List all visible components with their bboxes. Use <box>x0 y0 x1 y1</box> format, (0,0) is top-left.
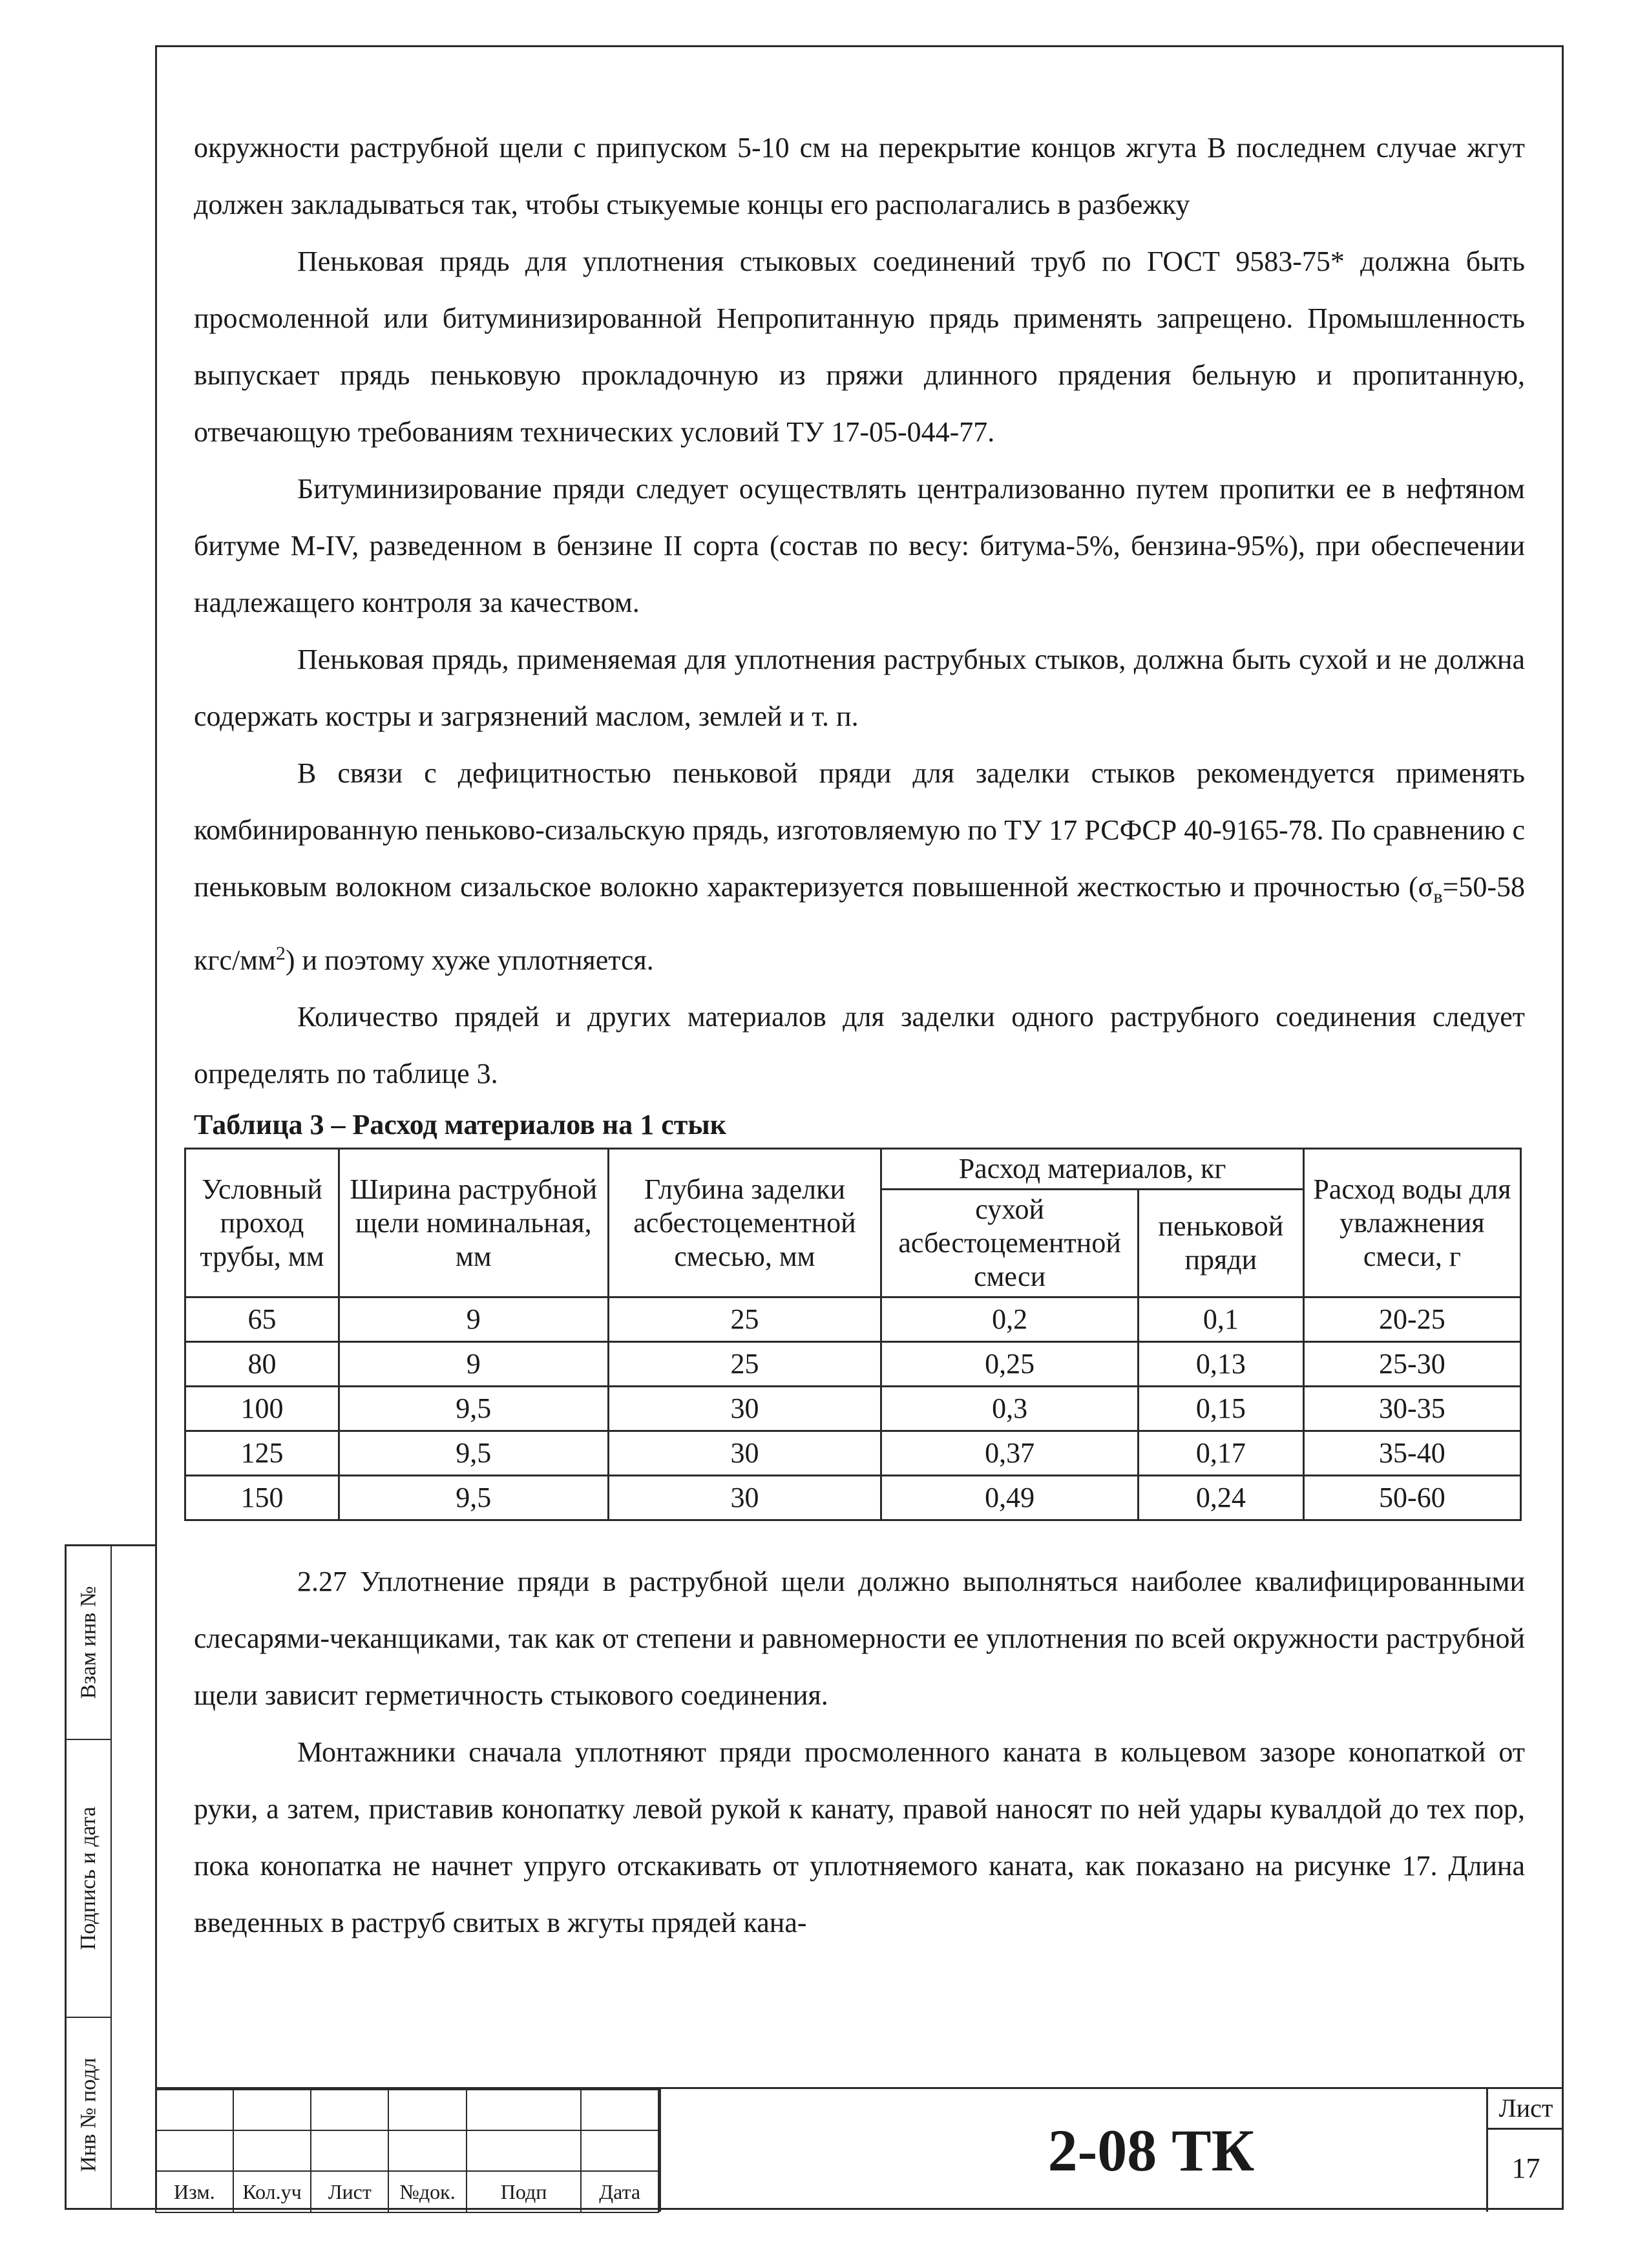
table-row <box>185 1342 1521 1387</box>
col-header-depth: Глубина заделки асбестоцементной смесью, мм <box>608 1149 881 1297</box>
materials-table <box>184 1148 1522 1521</box>
label-ndok: №док. <box>388 2171 467 2212</box>
table-cell: 25 <box>608 1297 881 1342</box>
table-cell: 0,25 <box>881 1342 1139 1387</box>
document-code: 2-08 ТК <box>659 2089 1641 2212</box>
table-cell: 0,17 <box>1138 1431 1303 1476</box>
text-run: ) и поэтому хуже уплотняется. <box>285 944 654 976</box>
paragraph <box>194 745 1525 989</box>
side-label-inv: Инв № подл <box>76 2057 101 2172</box>
table-row <box>185 1297 1521 1342</box>
label-kol: Кол.уч <box>233 2171 311 2212</box>
table-cell: 65 <box>185 1297 339 1342</box>
col-header-diameter: Условный проход трубы, мм <box>185 1149 339 1297</box>
paragraph: Пеньковая прядь, применяемая для уплотнения раструбных стыков, должна быть сухой и не должна содержать костры и загрязнений маслом, землей и т. п. <box>194 644 1525 732</box>
table-cell: 9,5 <box>339 1387 608 1431</box>
sheet-number: 17 <box>1511 2152 1540 2184</box>
title-block <box>155 2087 1564 2210</box>
col-header-hemp: пеньковой пряди <box>1138 1190 1303 1297</box>
table-cell: 0,37 <box>881 1431 1139 1476</box>
table-cell: 100 <box>185 1387 339 1431</box>
table-cell: 30 <box>608 1387 881 1431</box>
col-header-consumption: Расход материалов, кг <box>881 1149 1303 1190</box>
table-cell: 9 <box>339 1297 608 1342</box>
label-data: Дата <box>581 2171 658 2212</box>
table-cell: 0,49 <box>881 1476 1139 1520</box>
label-izm: Изм. <box>156 2171 233 2212</box>
sheet-label: Лист <box>1488 2089 1564 2130</box>
side-stamp-divider <box>110 1546 112 2208</box>
table-cell: 30 <box>608 1431 881 1476</box>
table-cell: 25 <box>608 1342 881 1387</box>
col-header-dry-mix: сухой асбестоцементной смеси <box>881 1190 1139 1297</box>
table-cell: 20-25 <box>1303 1297 1520 1342</box>
text-run: В связи с дефицитностью пеньковой пряди для заделки стыков рекомендуется применять комбинированную пеньково-сизальскую прядь, изготовляемую по ТУ 17 РСФСР 40-9165-78. По сравнению с пеньковым волокном сизальское волокно характеризуется повышенной жесткостью и прочностью (σ <box>194 757 1525 903</box>
col-header-gap-width: Ширина раструбной щели номинальная, мм <box>339 1149 608 1297</box>
table-cell: 25-30 <box>1303 1342 1520 1387</box>
revision-grid <box>155 2089 659 2213</box>
col-header-water: Расход воды для увлажнения смеси, г <box>1303 1149 1520 1297</box>
side-stamp <box>65 1544 155 2210</box>
document-body <box>194 120 1525 1951</box>
table-cell: 35-40 <box>1303 1431 1520 1476</box>
table-cell: 0,1 <box>1138 1297 1303 1342</box>
label-podp: Подп <box>467 2171 581 2212</box>
paragraph: Битуминизирование пряди следует осуществлять централизованно путем пропитки ее в нефтяном битуме М-IV, разведенном в бензине II сорта (состав по весу: битума-5%, бензина-95%), при обеспечении надлежащего контроля за качеством. <box>194 473 1525 618</box>
table-cell: 0,2 <box>881 1297 1139 1342</box>
paragraph: окружности раструбной щели с припуском 5-10 см на перекрытие концов жгута В последнем случае жгут должен закладываться так, чтобы стыкуемые концы его располагались в разбежку <box>194 132 1525 220</box>
subscript: в <box>1433 885 1443 907</box>
table-row <box>185 1476 1521 1520</box>
paragraph: 2.27 Уплотнение пряди в раструбной щели должно выполняться наиболее квалифицированными слесарями-чеканщиками, так как от степени и равномерности ее уплотнения по всей окружности раструбной щели зависит герметичность стыкового соединения. <box>194 1566 1525 1712</box>
text-run: =50-58 кгс/мм <box>194 871 1525 976</box>
table-cell: 80 <box>185 1342 339 1387</box>
side-cell-podpis <box>67 1740 110 2018</box>
table-cell: 0,3 <box>881 1387 1139 1431</box>
label-list: Лист <box>311 2171 388 2212</box>
table-cell: 150 <box>185 1476 339 1520</box>
table-cell: 50-60 <box>1303 1476 1520 1520</box>
table-cell: 0,13 <box>1138 1342 1303 1387</box>
table-cell: 30-35 <box>1303 1387 1520 1431</box>
side-label-podpis: Подпись и дата <box>76 1807 100 1950</box>
table-cell: 9 <box>339 1342 608 1387</box>
table-caption: Таблица 3 – Расход материалов на 1 стык <box>194 1109 727 1141</box>
table-cell: 125 <box>185 1431 339 1476</box>
paragraph: Количество прядей и других материалов для заделки одного раструбного соединения следует определять по таблице 3. <box>194 1001 1525 1090</box>
table-cell: 9,5 <box>339 1431 608 1476</box>
sheet-box <box>1486 2089 1564 2212</box>
side-cell-vzam <box>67 1546 110 1740</box>
table-cell: 0,15 <box>1138 1387 1303 1431</box>
side-label-vzam: Взам инв № <box>76 1586 101 1699</box>
paragraph: Монтажники сначала уплотняют пряди просмоленного каната в кольцевом зазоре конопаткой от руки, а затем, приставив конопатку левой рукой к канату, правой наносят по ней удары кувалдой до тех пор, пока конопатка не начнет упруго отскакивать от уплотняемого каната, как показано на рисунке 17. Длина введенных в раструб свитых в жгуты прядей кана- <box>194 1736 1525 1939</box>
table-cell: 9,5 <box>339 1476 608 1520</box>
table-row <box>185 1387 1521 1431</box>
paragraph: Пеньковая прядь для уплотнения стыковых соединений труб по ГОСТ 9583-75* должна быть просмоленной или битуминизированной Непропитанную прядь применять запрещено. Промышленность выпускает прядь пеньковую прокладочную из пряжи длинного прядения бельную и пропитанную, отвечающую требованиям технических условий ТУ 17-05-044-77. <box>194 246 1525 448</box>
side-cell-inv <box>67 2018 110 2212</box>
table-cell: 0,24 <box>1138 1476 1303 1520</box>
superscript: 2 <box>275 942 286 964</box>
table-row <box>185 1431 1521 1476</box>
table-cell: 30 <box>608 1476 881 1520</box>
